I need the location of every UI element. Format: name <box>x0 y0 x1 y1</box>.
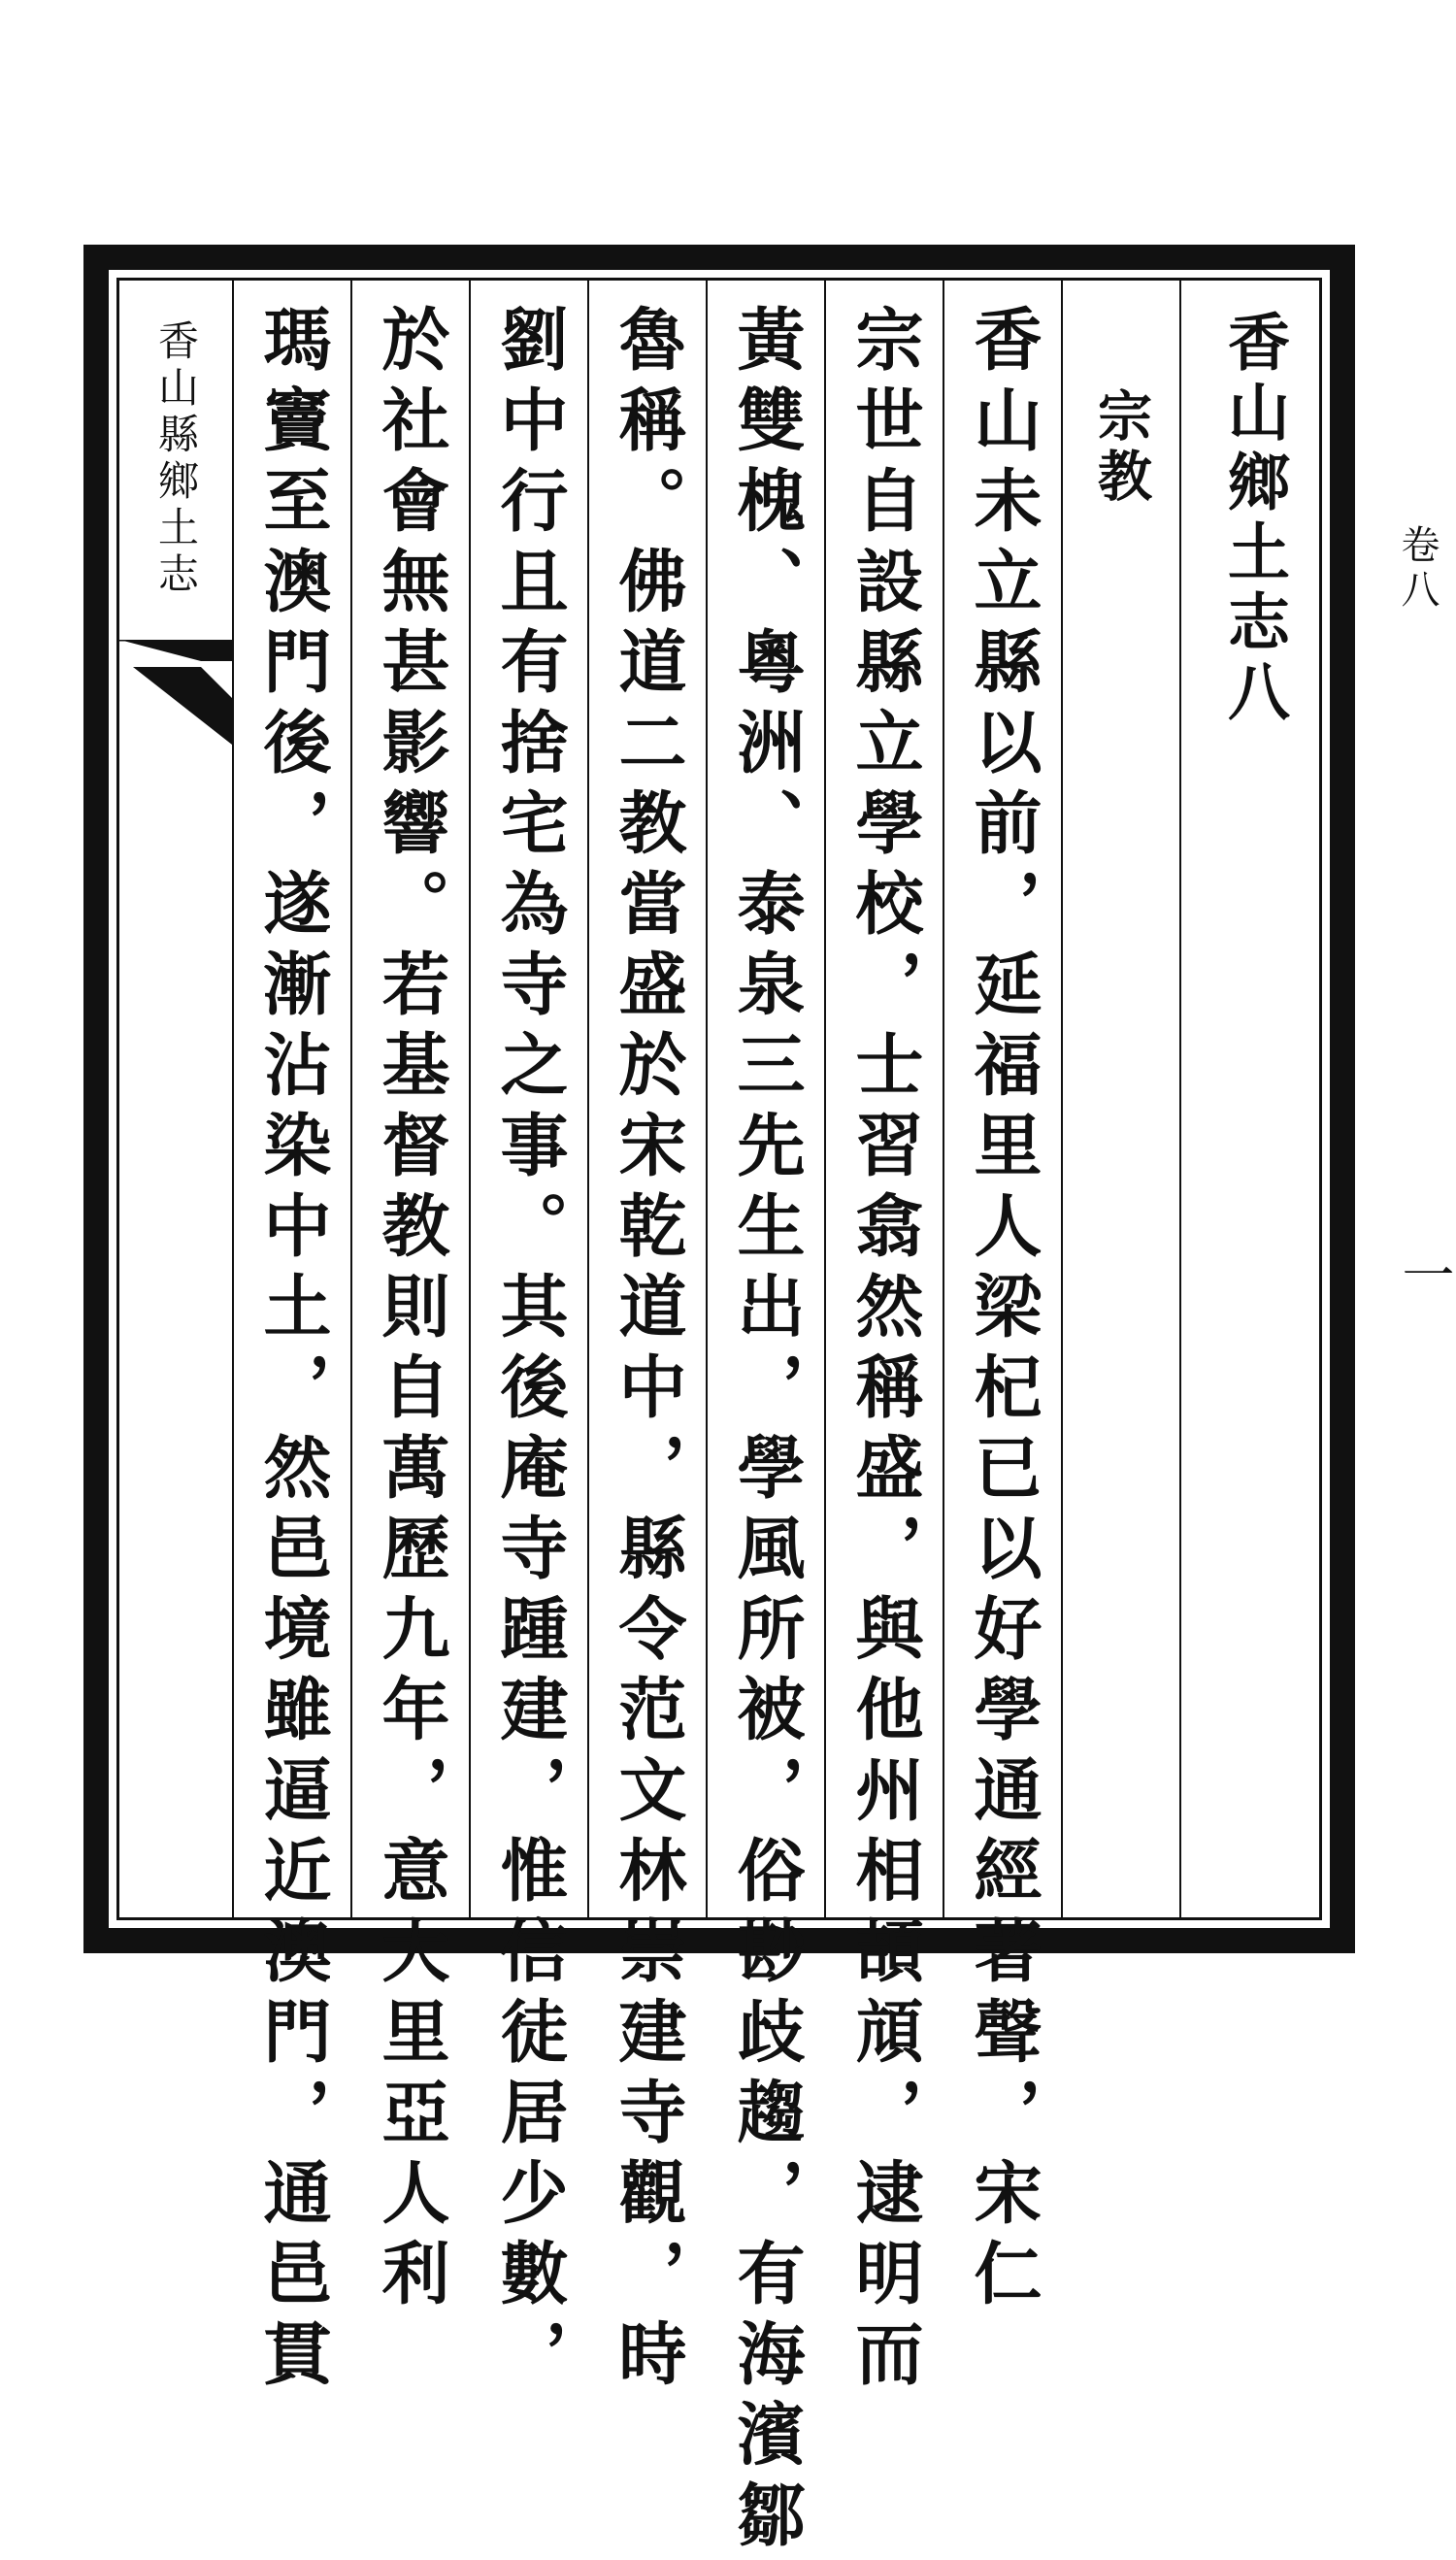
text-column-1 <box>943 281 1061 2318</box>
text-grid <box>116 278 1322 2560</box>
fish-tail-ornament <box>119 640 232 747</box>
section-title: 宗教 <box>1089 387 1153 508</box>
text-column-4 <box>587 281 706 2399</box>
book-title: 香山鄉土志八 <box>1217 310 1290 729</box>
spine-label: 香山縣鄉土志 <box>152 319 200 599</box>
text-column-2-text: 宗世自設縣立學校，士習翕然稱盛，與他州相頡頏，逮明而 <box>844 304 925 2399</box>
section-column <box>1061 281 1179 1917</box>
text-column-3-text: 黃雙槐、粵洲、泰泉三先生出，學風所被，俗尠歧趨，有海濱鄒 <box>726 304 807 2560</box>
text-column-6-text: 於社會無甚影響。若基督教則自萬歷九年，意大里亞人利 <box>371 304 451 2318</box>
title-column <box>1179 281 1325 1917</box>
volume-label: 卷八 <box>1395 524 1439 614</box>
spine-column <box>119 281 232 1917</box>
text-column-3 <box>706 281 824 2560</box>
text-column-4-text: 魯稱。佛道二教當盛於宋乾道中，縣令范文林崇建寺觀，時 <box>608 304 688 2399</box>
page-frame <box>83 245 1355 2560</box>
text-column-2 <box>824 281 943 2399</box>
text-column-1-text: 香山未立縣以前，延福里人梁杞已以好學通經著聲，宋仁 <box>963 304 1043 2318</box>
text-column-5-text: 劉中行且有捨宅為寺之事。其後庵寺踵建，惟信徒居少數， <box>489 304 570 2399</box>
text-column-7-text: 瑪竇至澳門後，遂漸沾染中土，然邑境雖逼近澳門，通邑貫 <box>252 304 333 2399</box>
page-number: 一 <box>1394 1247 1455 1306</box>
text-column-5 <box>469 281 587 2399</box>
text-column-7 <box>232 281 350 2399</box>
text-column-6 <box>350 281 469 2318</box>
